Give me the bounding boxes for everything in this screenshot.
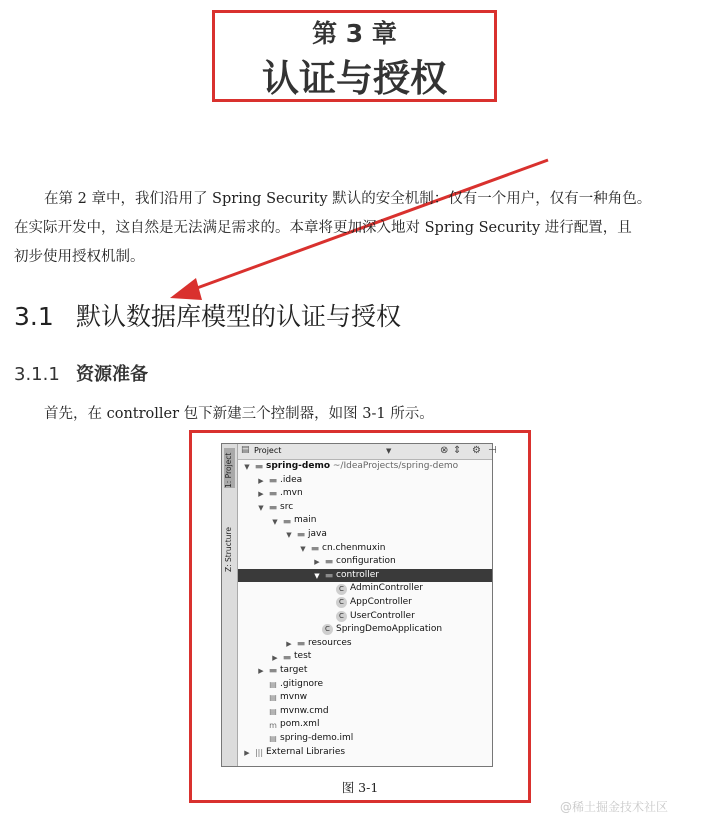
hide-panel-icon[interactable]: ⊣: [488, 445, 497, 456]
tree-item-label: configuration: [336, 556, 396, 567]
file-icon: ▤: [269, 693, 277, 703]
tree-item-label: target: [280, 665, 308, 675]
intro-line: 初步使用授权机制。: [14, 249, 145, 265]
collapsed-arrow-icon[interactable]: ▶: [314, 558, 320, 567]
sidebar-tab-structure[interactable]: Z: Structure: [224, 527, 233, 572]
tree-item-label: main: [294, 515, 317, 526]
tree-item-label: AppController: [350, 597, 412, 607]
tree-item-label: mvnw: [280, 692, 308, 703]
tree-item[interactable]: [238, 501, 492, 515]
tree-item[interactable]: [238, 637, 492, 651]
subsection-heading: [14, 360, 148, 386]
tree-item[interactable]: [238, 460, 492, 474]
expanded-arrow-icon[interactable]: ▼: [272, 517, 278, 526]
folder-icon: ▬: [268, 475, 278, 486]
folder-icon: ▬: [324, 557, 334, 568]
tree-item[interactable]: [238, 596, 492, 610]
sync-icon[interactable]: ⊗: [440, 445, 449, 456]
folder-icon: ▬: [282, 516, 292, 527]
tree-item[interactable]: [238, 650, 492, 664]
collapse-icon[interactable]: ⇕: [453, 445, 462, 456]
class-icon: C: [322, 624, 333, 635]
section-title: 默认数据库模型的认证与授权: [76, 302, 402, 331]
tree-item-label: spring-demo: [266, 461, 331, 471]
tree-item[interactable]: [238, 623, 492, 637]
tree-item[interactable]: [238, 582, 492, 596]
intro-line: 在第 2 章中，我们沿用了 Spring Security 默认的安全机制：仅有一个用户，仅有一种角色。: [44, 191, 652, 207]
project-view-icon: ▤: [241, 445, 250, 455]
collapsed-arrow-icon[interactable]: ▶: [272, 653, 278, 662]
file-icon: ▤: [269, 679, 277, 689]
collapsed-arrow-icon[interactable]: ▶: [258, 476, 264, 485]
folder-icon: ▬: [268, 666, 278, 677]
expanded-arrow-icon[interactable]: ▼: [244, 463, 250, 472]
ide-sidebar: [222, 444, 238, 766]
tree-item[interactable]: [238, 691, 492, 705]
intro-line: 在实际开发中，这自然是无法满足需求的。本章将更加深入地对 Spring Security 进行配置，且: [14, 220, 632, 236]
tree-item[interactable]: [238, 514, 492, 528]
tree-item[interactable]: [238, 610, 492, 624]
tree-item-path: ~/IdeaProjects/spring-demo: [330, 461, 459, 471]
tree-item-label: SpringDemoApplication: [336, 624, 443, 635]
file-icon: ▤: [269, 707, 277, 717]
tree-item-label: cn.chenmuxin: [322, 542, 386, 553]
file-icon: ▤: [269, 734, 277, 744]
expanded-arrow-icon[interactable]: ▼: [286, 531, 292, 540]
expanded-arrow-icon[interactable]: ▼: [314, 572, 320, 581]
watermark: @稀土掘金技术社区: [560, 800, 669, 814]
tree-item-label: External Libraries: [266, 746, 346, 757]
ide-project-panel: [221, 443, 497, 767]
tree-item-label: test: [294, 651, 312, 662]
tree-item-label: .gitignore: [280, 678, 324, 689]
tree-item[interactable]: [238, 555, 492, 569]
section-heading: [14, 297, 401, 333]
tree-item[interactable]: [238, 705, 492, 719]
tree-item[interactable]: [238, 746, 492, 760]
collapsed-arrow-icon[interactable]: ▶: [286, 640, 292, 649]
folder-icon: ▬: [296, 530, 306, 541]
tree-item[interactable]: [238, 732, 492, 746]
tree-item[interactable]: [238, 474, 492, 488]
folder-icon: ▬: [310, 543, 320, 554]
tree-item-label: UserController: [350, 610, 415, 621]
tree-item[interactable]: [238, 487, 492, 501]
ide-toolbar: [238, 444, 497, 460]
tree-item-label: AdminController: [350, 583, 423, 594]
tree-item-label: spring-demo.iml: [280, 733, 354, 743]
subsection-title: 资源准备: [76, 364, 148, 385]
section-number: 3.1: [14, 302, 54, 331]
tree-item[interactable]: [238, 718, 492, 732]
folder-icon: ▬: [296, 639, 306, 650]
intro-paragraph: [14, 185, 704, 272]
folder-icon: ▬: [282, 652, 292, 663]
expanded-arrow-icon[interactable]: ▼: [300, 544, 306, 553]
gear-icon[interactable]: ⚙: [472, 445, 481, 456]
toolbar-title[interactable]: Project: [254, 446, 282, 455]
folder-icon: ▬: [254, 462, 264, 473]
tree-item-label: resources: [308, 637, 352, 648]
folder-icon: ▬: [268, 503, 278, 514]
expanded-arrow-icon[interactable]: ▼: [258, 504, 264, 513]
collapsed-arrow-icon[interactable]: ▶: [258, 667, 264, 676]
maven-icon: m: [269, 720, 277, 730]
chevron-down-icon[interactable]: ▼: [386, 447, 392, 455]
sidebar-tab-project[interactable]: 1: Project: [224, 448, 235, 488]
tree-item[interactable]: [238, 542, 492, 556]
body-paragraph: 首先，在 controller 包下新建三个控制器，如图 3-1 所示。: [44, 406, 434, 422]
tree-item-label: controller: [336, 569, 379, 580]
class-icon: C: [336, 584, 347, 595]
chapter-number: 第 3 章: [312, 19, 397, 48]
tree-item-label: mvnw.cmd: [280, 705, 329, 716]
tree-item-label: src: [280, 501, 294, 512]
tree-item-label: pom.xml: [280, 719, 320, 730]
figure-caption: 图 3-1: [341, 780, 379, 795]
collapsed-arrow-icon[interactable]: ▶: [244, 748, 250, 757]
library-icon: |||: [254, 747, 264, 757]
tree-item[interactable]: [238, 528, 492, 542]
tree-item[interactable]: [238, 569, 492, 583]
class-icon: C: [336, 597, 347, 608]
tree-item-label: .idea: [280, 474, 303, 485]
collapsed-arrow-icon[interactable]: ▶: [258, 490, 264, 499]
chapter-title: 认证与授权: [262, 57, 447, 100]
subsection-number: 3.1.1: [14, 364, 60, 385]
tree-item-label: .mvn: [280, 488, 303, 499]
class-icon: C: [336, 611, 347, 622]
folder-icon: ▬: [268, 489, 278, 500]
tree-item[interactable]: [238, 664, 492, 678]
folder-icon: ▬: [324, 571, 334, 582]
tree-item[interactable]: [238, 678, 492, 692]
tree-item-label: java: [308, 529, 327, 539]
